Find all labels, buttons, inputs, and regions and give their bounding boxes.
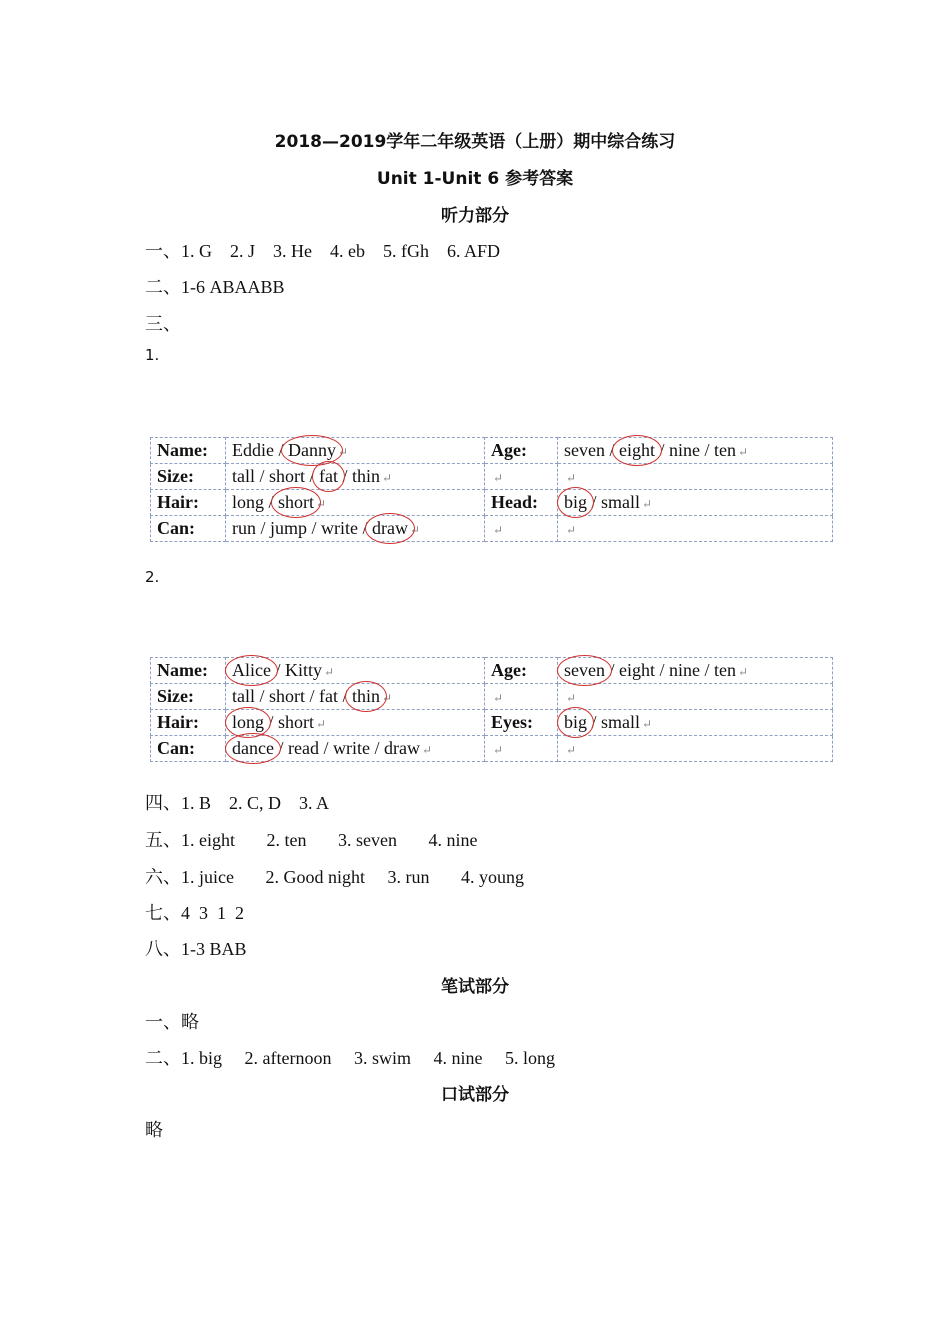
empty-cell (485, 684, 558, 710)
option-separator: / (655, 660, 670, 680)
circled-answer: eight (619, 440, 655, 460)
circled-answer: short (278, 492, 315, 512)
listening-q3: 三、 (145, 314, 181, 334)
age-label: Age: (485, 658, 558, 684)
return-mark: ↵ (410, 523, 421, 537)
option-separator: / (305, 466, 320, 486)
table-row (151, 516, 833, 542)
name-label: Name: (151, 438, 226, 464)
listening-q3-1: 1. (145, 346, 160, 364)
empty-cell (485, 736, 558, 762)
option-separator: / (338, 466, 353, 486)
circled-answer: big (564, 712, 588, 732)
empty-cell (558, 464, 833, 490)
answer-option: jump (270, 518, 308, 538)
option-separator: / (700, 660, 715, 680)
size-label: Size: (151, 464, 226, 490)
hair-label: Hair: (151, 490, 226, 516)
answer-option: short (269, 686, 306, 706)
answer-option: Kitty (285, 660, 323, 680)
writing-q2: 二、1. big 2. afternoon 3. swim 4. nine 5. long (145, 1048, 555, 1068)
return-mark: ↵ (566, 743, 577, 757)
return-mark: ↵ (566, 471, 577, 485)
answer-option: seven (564, 440, 605, 460)
return-mark: ↵ (421, 743, 433, 757)
table-row (151, 490, 833, 516)
can-options (226, 736, 485, 762)
answer-option: short (269, 466, 306, 486)
eyes-options (558, 710, 833, 736)
empty-cell (558, 684, 833, 710)
return-mark: ↵ (324, 665, 335, 679)
circled-answer: dance (232, 738, 274, 758)
table-row (151, 710, 833, 736)
answer-option: long (232, 492, 265, 512)
page-title: 2018—2019学年二年级英语（上册）期中综合练习 (274, 132, 676, 152)
name-label: Name: (151, 658, 226, 684)
answer-table-1 (150, 437, 833, 542)
empty-cell (558, 516, 833, 542)
option-separator: / (305, 686, 320, 706)
name-options (226, 438, 485, 464)
table-row (151, 464, 833, 490)
option-separator: / (587, 492, 602, 512)
answer-option: tall (232, 466, 255, 486)
option-separator: / (604, 660, 619, 680)
age-label: Age: (485, 438, 558, 464)
section-writing-heading: 笔试部分 (441, 977, 509, 997)
name-options (226, 658, 485, 684)
listening-q1: 一、1. G 2. J 3. He 4. eb 5. fGh 6. AFD (145, 241, 500, 261)
can-label: Can: (151, 516, 226, 542)
oral-answer: 略 (145, 1120, 163, 1140)
option-separator: / (264, 492, 279, 512)
section-oral-heading: 口试部分 (441, 1085, 509, 1105)
answer-option: ten (714, 440, 737, 460)
size-label: Size: (151, 684, 226, 710)
listening-q2: 二、1-6 ABAABB (145, 277, 285, 297)
circled-answer: thin (352, 686, 381, 706)
return-mark: ↵ (493, 691, 504, 705)
answer-option: read (287, 738, 319, 758)
hair-options (226, 710, 485, 736)
answer-option: small (601, 492, 641, 512)
can-options (226, 516, 485, 542)
listening-q8: 八、1-3 BAB (145, 939, 247, 959)
empty-cell (558, 736, 833, 762)
answer-option: small (601, 712, 641, 732)
option-separator: / (255, 466, 270, 486)
eyes-label: Eyes: (485, 710, 558, 736)
section-listening-heading: 听力部分 (441, 206, 509, 226)
hair-label: Hair: (151, 710, 226, 736)
answer-option: Eddie (232, 440, 274, 460)
circled-answer: long (232, 712, 265, 732)
circled-answer: Danny (288, 440, 337, 460)
size-options (226, 464, 485, 490)
option-separator: / (604, 440, 619, 460)
table-row (151, 736, 833, 762)
return-mark: ↵ (316, 497, 327, 511)
circled-answer: fat (319, 466, 339, 486)
option-separator: / (264, 712, 279, 732)
answer-option: write (332, 738, 370, 758)
answer-option: nine (669, 440, 701, 460)
listening-q4: 四、1. B 2. C, D 3. A (145, 793, 330, 813)
listening-q7: 七、4 3 1 2 (145, 903, 244, 923)
circled-answer: draw (372, 518, 409, 538)
return-mark: ↵ (738, 445, 749, 459)
head-label: Head: (485, 490, 558, 516)
return-mark: ↵ (493, 471, 504, 485)
return-mark: ↵ (566, 691, 577, 705)
return-mark: ↵ (642, 717, 653, 731)
empty-cell (485, 464, 558, 490)
table-row (151, 684, 833, 710)
option-separator: / (369, 738, 384, 758)
hair-options (226, 490, 485, 516)
option-separator: / (270, 660, 285, 680)
return-mark: ↵ (738, 665, 749, 679)
circled-answer: big (564, 492, 588, 512)
empty-cell (485, 516, 558, 542)
page-subtitle: Unit 1-Unit 6 参考答案 (376, 169, 574, 189)
return-mark: ↵ (382, 471, 393, 485)
return-mark: ↵ (493, 743, 504, 757)
answer-option: short (278, 712, 315, 732)
answer-option: write (321, 518, 359, 538)
answer-option: thin (352, 466, 381, 486)
return-mark: ↵ (382, 691, 393, 705)
option-separator: / (274, 440, 289, 460)
option-separator: / (307, 518, 322, 538)
listening-q5: 五、1. eight 2. ten 3. seven 4. nine (145, 830, 478, 850)
answer-table-2 (150, 657, 833, 762)
answer-option: draw (383, 738, 420, 758)
head-options (558, 490, 833, 516)
option-separator: / (338, 686, 353, 706)
option-separator: / (655, 440, 670, 460)
answer-option: fat (319, 686, 339, 706)
option-separator: / (587, 712, 602, 732)
answer-option: tall (232, 686, 255, 706)
can-label: Can: (151, 736, 226, 762)
size-options (226, 684, 485, 710)
option-separator: / (273, 738, 288, 758)
option-separator: / (700, 440, 715, 460)
return-mark: ↵ (316, 717, 327, 731)
return-mark: ↵ (566, 523, 577, 537)
table-row (151, 658, 833, 684)
table-row (151, 438, 833, 464)
circled-answer: seven (564, 660, 605, 680)
return-mark: ↵ (338, 445, 349, 459)
age-options (558, 658, 833, 684)
option-separator: / (255, 686, 270, 706)
age-options (558, 438, 833, 464)
answer-option: nine (669, 660, 701, 680)
option-separator: / (256, 518, 271, 538)
answer-option: ten (714, 660, 737, 680)
answer-option: run (232, 518, 256, 538)
answer-option: eight (619, 660, 655, 680)
listening-q3-2: 2. (145, 568, 160, 586)
return-mark: ↵ (493, 523, 504, 537)
writing-q1: 一、略 (145, 1012, 199, 1032)
listening-q6: 六、1. juice 2. Good night 3. run 4. young (145, 867, 524, 887)
return-mark: ↵ (642, 497, 653, 511)
option-separator: / (318, 738, 333, 758)
option-separator: / (358, 518, 373, 538)
circled-answer: Alice (232, 660, 271, 680)
